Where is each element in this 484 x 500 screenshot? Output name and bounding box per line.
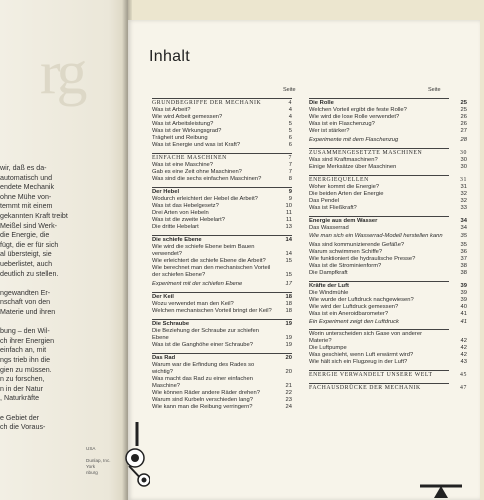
toc-entry (152, 342, 292, 349)
toc-entry-title: Wie erleichtert die schiefe Ebene die Arbeit? (152, 258, 266, 264)
toc-entry (309, 156, 467, 164)
toc-entry (309, 107, 467, 114)
toc-entry (152, 376, 292, 390)
toc-subsection-heading (152, 187, 292, 196)
left-text-line: nschaft von den (0, 298, 51, 307)
toc-entry (152, 128, 292, 135)
toc-entry-page: 41 (460, 319, 467, 325)
toc-entry-page: 10 (285, 203, 292, 209)
toc-entry-page: 21 (285, 382, 292, 389)
toc-entry-title: Experiment mit der schiefen Ebene (152, 280, 243, 287)
toc-subsection-heading (152, 353, 292, 362)
toc-entry-page: 14 (285, 251, 292, 257)
left-text-line: gekannten Kraft treibt (0, 212, 68, 220)
toc-entry-page: 40 (460, 303, 467, 310)
toc-entry-title: Die dritte Hebelart (152, 224, 199, 230)
toc-entry-title: Das Rad (152, 354, 176, 361)
toc-entry-page: 38 (460, 269, 467, 276)
toc-entry (309, 224, 467, 232)
toc-entry (152, 362, 292, 376)
toc-entry-title: Was ist der Wirkungsgrad? (152, 128, 222, 134)
toc-entry-title: Welchen mechanischen Vorteil bringt der Keil? (152, 307, 272, 314)
toc-entry (309, 136, 467, 144)
toc-entry-page: 39 (460, 289, 467, 296)
toc-entry-page: 39 (460, 282, 467, 289)
toc-section-heading (152, 98, 292, 107)
toc-entry (309, 163, 467, 171)
toc-entry-page: 32 (460, 197, 467, 204)
toc-entry (309, 319, 467, 326)
toc-entry (152, 301, 292, 308)
balance-scale-icon (418, 480, 464, 500)
toc-entry-page: 47 (460, 385, 467, 391)
toc-entry (309, 255, 467, 263)
toc-entry-title: Was sind die sechs einfachen Maschinen? (152, 176, 262, 182)
toc-entry-page: 18 (285, 300, 292, 307)
toc-entry-title: EINFACHE MASCHINEN (152, 155, 227, 161)
toc-subsection-heading (309, 98, 467, 107)
toc-entry (309, 183, 467, 191)
toc-entry-page: 41 (460, 310, 467, 317)
toc-entry (309, 128, 467, 135)
left-text-line: Meißel sind Werk- (0, 221, 58, 230)
toc-entry-title: ZUSAMMENGESETZTE MASCHINEN (309, 149, 423, 156)
toc-entry-title: Wer ist stärker? (309, 128, 350, 134)
toc-entry-page: 30 (460, 163, 467, 170)
toc-entry (309, 204, 467, 212)
toc-entry (309, 310, 467, 318)
toc-entry-title: Die Schraube (152, 320, 190, 327)
toc-entry-page: 37 (460, 255, 467, 262)
toc-entry-title: Was ist eine Maschine? (152, 162, 214, 168)
left-text-line: endete Mechanik (0, 183, 55, 192)
toc-entry-title: Wie wird die schiefe Ebene beim Bauen verwendet? (152, 244, 255, 257)
toc-entry (309, 241, 467, 249)
left-footer-line: York (86, 464, 96, 469)
toc-entry-page: 25 (460, 100, 467, 106)
toc-entry-title: Was ist die Ganghöhe einer Schraube? (152, 341, 253, 348)
left-text-line: ohne Mühe von- (0, 192, 52, 201)
toc-entry (152, 114, 292, 121)
toc-entry-title: Wie hält sich ein Flugzeug in der Luft? (309, 359, 408, 365)
toc-entry (152, 107, 292, 114)
toc-column-left (152, 87, 296, 411)
toc-entry-page: 39 (460, 296, 467, 303)
toc-entry-title: Woher kommt die Energie? (309, 183, 380, 190)
toc-entry-title: Was ist Energie und was ist Kraft? (152, 142, 241, 148)
toc-entry-page: 5 (288, 121, 292, 127)
toc-entry-title: Wie wurde der Luftdruck nachgewiesen? (309, 296, 414, 303)
toc-entry-page: 32 (460, 190, 467, 197)
toc-entry (309, 114, 467, 121)
toc-entry-title: Wie funktioniert die hydraulische Presse? (309, 255, 416, 262)
toc-entry-title: Das Pendel (309, 197, 339, 204)
toc-entry (309, 352, 467, 359)
toc-entry-page: 42 (460, 338, 467, 344)
toc-entry-page: 13 (285, 224, 292, 230)
left-text-line: die Energie, die (0, 231, 50, 240)
left-text-line: e Gebiet der (0, 413, 40, 422)
toc-entry (152, 162, 292, 169)
toc-entry-page: 42 (460, 345, 467, 351)
toc-entry-title: Die Dampfkraft (309, 269, 348, 276)
toc-entry-title: Der Hebel (152, 189, 180, 195)
toc-entry (152, 258, 292, 265)
toc-entry (152, 203, 292, 210)
toc-entry-title: Was sind Kraftmaschinen? (309, 156, 378, 163)
toc-section-heading (309, 370, 467, 379)
toc-entry (152, 224, 292, 231)
toc-entry-title: Was ist ein Aneroidbarometer? (309, 310, 389, 317)
left-text-line: bung – den Wil- (0, 327, 50, 336)
toc-entry-title: Wozu verwendet man den Keil? (152, 300, 234, 307)
toc-entry (152, 121, 292, 128)
toc-entry-title: Wie berechnet man den mechanischen Vorteil der schiefen Ebene? (152, 265, 271, 278)
left-footer-line: Dunlap, Inc. (86, 458, 111, 463)
toc-entry-page: 26 (460, 121, 467, 127)
toc-entry (309, 359, 467, 366)
toc-entry-page: 28 (460, 136, 467, 143)
toc-entry-page: 9 (288, 189, 292, 195)
toc-section-heading (152, 153, 292, 162)
toc-entry-page: 9 (288, 196, 292, 202)
toc-entry (152, 328, 292, 342)
toc-entry-page: 4 (288, 114, 292, 120)
toc-subsection-heading (152, 292, 292, 301)
left-text-line: , Naturkräfte (0, 394, 40, 403)
toc-entry-page: 6 (288, 135, 292, 141)
toc-entry-page: 18 (285, 293, 292, 300)
toc-entry-page: 34 (460, 224, 467, 231)
left-text-line: n in der Natur (0, 384, 43, 393)
toc-entry-title: Wie man sich ein Wasserrad-Modell herstellen kann (309, 233, 443, 239)
toc-entry-title: Wie können Räder andere Räder drehen? (152, 389, 260, 396)
page-column-header: Seite (428, 87, 441, 93)
toc-entry-title: Der Keil (152, 293, 174, 300)
toc-entry-page: 11 (285, 217, 292, 223)
toc-entry-page: 26 (460, 114, 467, 120)
toc-entry (309, 190, 467, 198)
toc-entry (309, 248, 467, 256)
toc-entry-page: 20 (285, 354, 292, 361)
toc-entry (152, 265, 292, 279)
toc-subsection-heading (152, 235, 292, 244)
left-footer-line: nburg (86, 470, 98, 475)
left-page-title-fragment: rg (40, 39, 85, 107)
toc-entry-title: Die Beziehung der Schraube zur schiefen Ebene (152, 327, 259, 341)
left-text-line: ngewandten Er- (0, 288, 51, 297)
toc-entry-title: Was ist Arbeitsleistung? (152, 121, 214, 127)
toc-entry-title: Die Luftpumpe (309, 345, 347, 351)
toc-entry-page: 45 (460, 372, 467, 378)
left-text-line: ueberlistet, auch (0, 260, 53, 268)
toc-subsection-heading (152, 319, 292, 328)
toc-subsection-heading (309, 281, 467, 290)
toc-entry (152, 404, 292, 411)
toc-section-heading (309, 148, 467, 157)
toc-entry-title: Die beiden Arten der Energie (309, 190, 384, 197)
toc-entry-title: Energie aus dem Wasser (309, 217, 378, 224)
toc-entry (309, 233, 467, 240)
toc-entry (152, 142, 292, 149)
toc-entry-page: 25 (460, 107, 467, 113)
left-text-line: temmt mit einem (0, 202, 53, 211)
toc-entry-page: 5 (288, 128, 292, 134)
toc-entry (152, 281, 292, 288)
toc-entry-title: Wie wird die lose Rolle verwendet? (309, 114, 400, 120)
toc-entry-page: 31 (460, 183, 467, 190)
toc-entry (309, 303, 467, 311)
toc-entry-title: Wie kann man die Reibung verringern? (152, 403, 253, 410)
toc-entry-page: 11 (285, 210, 292, 216)
toc-entry-page: 43 (460, 359, 467, 365)
toc-entry-title: Wie wird Arbeit gemessen? (152, 114, 223, 120)
toc-entry-title: Was ist Arbeit? (152, 107, 191, 113)
toc-entry-page: 35 (460, 241, 467, 248)
toc-entry-page: 7 (288, 155, 292, 161)
toc-entry-page: 18 (285, 307, 292, 314)
left-text-line: ngs trieb ihn die (0, 356, 51, 364)
toc-entry-title: Wie wird der Luftdruck gemessen? (309, 303, 399, 310)
toc-entry-page: 7 (288, 169, 292, 175)
left-text-line: automatisch und (0, 173, 53, 182)
toc-column-right (309, 87, 467, 392)
toc-entry-title: Einige Merksätze über Maschinen (309, 163, 397, 170)
toc-section-heading (309, 383, 467, 392)
toc-entry-title: Das Wasserrad (309, 224, 349, 231)
toc-entry-page: 4 (288, 107, 292, 113)
toc-entry (152, 217, 292, 224)
toc-entry-page: 8 (288, 176, 292, 182)
left-text-line: ch ihrer Energien (0, 336, 55, 345)
toc-entry (309, 121, 467, 128)
left-text-line: deutlich zu stellen. (0, 269, 59, 278)
toc-entry (152, 308, 292, 315)
toc-entry-page: 22 (285, 389, 292, 396)
toc-entry-title: Worin unterscheiden sich Gase von anderer Materie? (309, 331, 422, 344)
toc-entry-title: Was geschieht, wenn Luft erwärmt wird? (309, 352, 414, 358)
left-footer-line: USA (86, 446, 96, 451)
toc-entry (152, 390, 292, 397)
toc-entry-title: ENERGIEQUELLEN (309, 176, 369, 183)
toc-entry-page: 33 (460, 204, 467, 211)
toc-entry (309, 262, 467, 270)
toc-entry-page: 20 (285, 368, 292, 375)
toc-entry-page: 36 (460, 248, 467, 255)
toc-entry (152, 176, 292, 183)
toc-entry (152, 244, 292, 258)
toc-entry-title: Was macht das Rad zu einer einfachen Maschine? (152, 375, 253, 389)
toc-entry-title: Was sind kommunizierende Gefäße? (309, 241, 405, 248)
toc-entry-title: Was ist die Strominienform? (309, 262, 382, 269)
left-text-line: einfach an, mit (0, 346, 47, 355)
toc-entry-page: 7 (288, 162, 292, 168)
toc-entry (309, 345, 467, 352)
toc-entry-title: Drei Arten von Hebeln (152, 210, 209, 216)
toc-entry-title: Die schiefe Ebene (152, 237, 202, 243)
left-text-line: gien zu müssen. (0, 365, 52, 374)
toc-entry (309, 289, 467, 297)
toc-entry-title: Was ist ein Flaschenzug? (309, 121, 375, 127)
toc-entry (309, 269, 467, 277)
toc-entry-page: 6 (288, 142, 292, 148)
toc-entry (309, 197, 467, 205)
toc-entry-page: 30 (460, 149, 467, 156)
toc-entry (152, 397, 292, 404)
toc-entry-page: 42 (460, 352, 467, 358)
toc-entry-page: 15 (285, 272, 292, 278)
toc-entry-page: 15 (285, 258, 292, 264)
toc-entry-page: 19 (285, 334, 292, 341)
toc-entry-page: 4 (288, 100, 292, 106)
toc-entry-title: Welchen Vorteil ergibt die feste Rolle? (309, 107, 407, 113)
toc-entry-page: 17 (285, 280, 292, 287)
toc-entry-page: 35 (460, 233, 467, 239)
toc-subsection-heading (309, 216, 467, 225)
toc-entry-title: Warum schwimmen Schiffe? (309, 248, 383, 255)
toc-entry-title: Ein Experiment zeigt den Luftdruck (309, 319, 399, 325)
toc-entry-title: Die Rolle (309, 100, 334, 106)
page-title: Inhalt (149, 48, 190, 65)
toc-entry-title: GRUNDBEGRIFFE DER MECHANIK (152, 100, 262, 106)
toc-entry-title: Die Windmühle (309, 289, 349, 296)
left-text-line: ch die Voraus- (0, 423, 46, 432)
toc-entry-title: Was ist Fließkraft? (309, 204, 357, 211)
toc-entry (309, 329, 467, 345)
toc-entry-title: Gab es eine Zeit ohne Maschinen? (152, 169, 242, 175)
toc-entry-title: Trägheit und Reibung (152, 135, 208, 141)
page-column-header: Seite (283, 87, 296, 93)
lightbulb-icon (124, 418, 150, 490)
left-text-line: fügt, die er für sich (0, 240, 59, 249)
left-text-line: wir, daß es da- (0, 164, 47, 172)
left-text-line: al übersteigt, sie (0, 250, 52, 259)
toc-entry-page: 31 (460, 176, 467, 183)
left-text-line: Materie und ihren (0, 308, 56, 316)
toc-entry-title: Warum sind Kurbeln verschieden lang? (152, 396, 253, 403)
toc-entry-page: 27 (460, 128, 467, 134)
toc-section-heading (309, 175, 467, 184)
toc-entry (309, 296, 467, 304)
toc-entry-page: 19 (285, 341, 292, 348)
toc-entry-title: ENERGIE VERWANDELT UNSERE WELT (309, 372, 433, 378)
toc-entry (152, 210, 292, 217)
toc-entry-page: 19 (285, 320, 292, 327)
toc-entry (152, 169, 292, 176)
toc-entry (152, 196, 292, 203)
toc-entry-title: Warum war die Erfindung des Rades so wichtig? (152, 361, 255, 375)
toc-entry-title: Wodurch erleichtert der Hebel die Arbeit? (152, 196, 258, 202)
toc-entry-page: 38 (460, 262, 467, 269)
toc-entry-title: Experimente mit dem Flaschenzug (309, 136, 399, 143)
toc-entry-title: Kräfte der Luft (309, 282, 349, 289)
left-text-line: n zu forschen, (0, 375, 45, 384)
left-page (0, 0, 128, 500)
toc-entry-page: 23 (285, 396, 292, 403)
toc-entry-title: FACHAUSDRÜCKE DER MECHANIK (309, 385, 421, 391)
toc-entry (152, 135, 292, 142)
toc-entry-page: 34 (460, 217, 467, 224)
toc-entry-page: 30 (460, 156, 467, 163)
toc-entry-title: Was ist das Hebelgesetz? (152, 203, 219, 209)
toc-entry-page: 24 (285, 403, 292, 410)
toc-entry-page: 14 (285, 237, 292, 243)
toc-entry-title: Was ist die zweite Hebelart? (152, 217, 225, 223)
